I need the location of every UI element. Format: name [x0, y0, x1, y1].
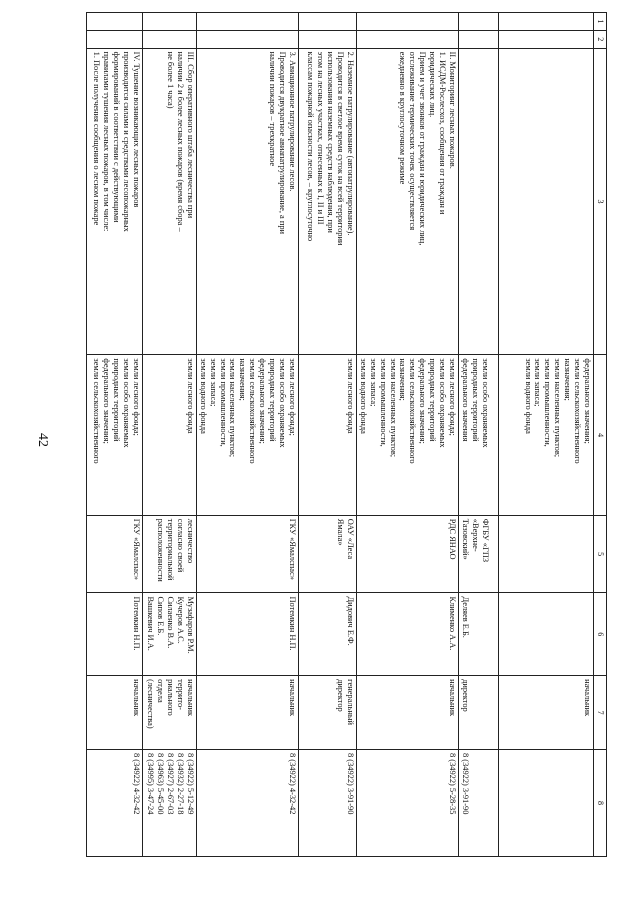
empty-cell [499, 30, 594, 48]
cell-line: земли населенных пунктов; [388, 358, 398, 458]
cell-line: террито- [175, 679, 185, 710]
cell-line: 8 (34922) 3-91-90 [460, 753, 470, 815]
table-row [499, 13, 594, 857]
column-header: 2 [594, 30, 607, 48]
cell-line: федерального значения; [258, 358, 268, 444]
cell-line: отдела [156, 679, 166, 703]
table-cell-col8 [196, 750, 298, 857]
cell-line: Музафаров Р.М. [185, 596, 195, 654]
page-number: 42 [35, 433, 50, 447]
cell-line: 8 (34932) 2-27-18 [175, 753, 185, 815]
table-cell-col5 [459, 515, 499, 593]
cell-line: ежедневно в круглосуточном режиме [398, 51, 408, 185]
empty-cell [196, 13, 298, 31]
cell-line: земли лесного фонда; [131, 358, 141, 436]
column-header: 1 [594, 13, 607, 31]
cell-line: II. Мониторинг лесных пожаров. [448, 51, 457, 169]
cell-line: 1. После получения сообщения о лесном пожаре [92, 51, 102, 226]
cell-line: начальник [131, 679, 141, 717]
cell-line: Потемкин Н.П. [287, 596, 297, 651]
cell-line: федерального значения; [418, 358, 428, 444]
table-cell-col5 [499, 515, 594, 593]
table-cell-col4 [298, 355, 356, 515]
cell-line: 8 (34922) 5-12-49 [185, 753, 195, 815]
cell-line: Проводится двукратное авиапатрулирование, а при [278, 51, 288, 235]
cell-line: расположенности [156, 518, 166, 582]
cell-line: Клименко А.А. [448, 596, 457, 651]
cell-line: земли сельскохозяйственного [408, 358, 418, 464]
cell-line: классам пожарной опасности лесов, – круглосуточно [306, 51, 316, 242]
cell-line: земли лесного фонда [185, 358, 195, 434]
table-cell-col5 [86, 515, 142, 593]
cell-line: земли запаса; [368, 358, 378, 407]
cell-line: федерального значения; [583, 358, 592, 444]
cell-line: не более 1 часа) [166, 51, 176, 109]
cell-line: 8 (34995) 3-47-24 [146, 753, 156, 815]
empty-cell [86, 13, 142, 31]
cell-line: земли водного фонда [523, 358, 533, 434]
table-cell-col8 [356, 750, 458, 857]
cell-line: федерального значения; [102, 358, 112, 444]
table-row [86, 13, 142, 857]
table-cell-col7 [196, 676, 298, 750]
table-row [196, 13, 298, 857]
cell-line: 8 (34922) 3-91-90 [345, 753, 355, 815]
cell-line: Деляев Е.Б. [460, 596, 470, 638]
table-cell-col6 [499, 593, 594, 676]
table-cell-col5 [298, 515, 356, 593]
table-cell-col4 [356, 355, 458, 515]
cell-line: земли особо охраняемых [121, 358, 131, 448]
cell-line: территориальной [166, 518, 176, 581]
cell-line: 8 (34927) 2-67-03 [166, 753, 176, 815]
cell-line: использования наземных средств наблюдения, при [326, 51, 336, 233]
cell-line: 1. ИСДМ-Рослесхоз, сообщения от граждан и [438, 51, 448, 215]
cell-line: правилами тушения лесных пожаров, в том числе: [102, 51, 112, 232]
cell-line: начальник [583, 679, 592, 717]
cell-line: (лесничества) [146, 679, 156, 729]
table-cell-col4 [142, 355, 196, 515]
column-header: 8 [594, 750, 607, 857]
table-cell-col6 [196, 593, 298, 676]
table-header-row [594, 13, 607, 857]
table-row [298, 13, 356, 857]
table-cell-col7 [86, 676, 142, 750]
cell-line: начальник [448, 679, 457, 717]
cell-line: земли сельскохозяйственного [573, 358, 583, 464]
empty-cell [298, 30, 356, 48]
cell-line: согласно своей [175, 518, 185, 573]
empty-cell [142, 13, 196, 31]
empty-cell [298, 13, 356, 31]
empty-cell [459, 30, 499, 48]
cell-line: IV. Тушение возникающих лесных пожаров [131, 51, 141, 208]
cell-line: 8 (34963) 5-45-00 [156, 753, 166, 815]
cell-line: директор [460, 679, 470, 712]
cell-line: земли запаса; [208, 358, 218, 407]
empty-cell [499, 13, 594, 31]
table-cell-col3 [196, 48, 298, 355]
cell-line: земли населенных пунктов; [228, 358, 238, 458]
table-cell-col3 [356, 48, 458, 355]
column-header: 6 [594, 593, 607, 676]
table-cell-col3 [459, 48, 499, 355]
table-cell-col8 [86, 750, 142, 857]
cell-line: лесничество [185, 518, 195, 564]
cell-line: Прием и учет звонков от граждан и юридических лиц, [418, 51, 428, 246]
empty-cell [356, 30, 458, 48]
table-cell-col3 [86, 48, 142, 355]
column-header: 4 [594, 355, 607, 515]
cell-line: земли особо охраняемых [480, 358, 490, 448]
table-cell-col7 [459, 676, 499, 750]
table-cell-col5 [196, 515, 298, 593]
cell-line: земли населенных пунктов; [553, 358, 563, 458]
cell-line: юридических лиц. [428, 51, 438, 118]
table-cell-col3 [298, 48, 356, 355]
table-cell-col7 [356, 676, 458, 750]
table-row [356, 13, 458, 857]
cell-line: назначения; [563, 358, 573, 401]
table-cell-col7 [142, 676, 196, 750]
table-row [459, 13, 499, 857]
empty-cell [356, 13, 458, 31]
table-cell-col8 [142, 750, 196, 857]
cell-line: Тазовский» [460, 518, 470, 560]
cell-line: Вашкевич И.А. [146, 596, 156, 651]
cell-line: отслеживание термических точек осуществляется [408, 51, 418, 231]
cell-line: природных территорий [470, 358, 480, 442]
empty-cell [196, 30, 298, 48]
table-cell-col5 [356, 515, 458, 593]
cell-line: 8 (34922) 4-32-42 [287, 753, 297, 815]
cell-line: ОАУ «Леса [345, 518, 355, 560]
cell-line: ФГБУ «ГПЗ [480, 518, 490, 563]
cell-line: «Верхне- [470, 518, 480, 552]
cell-line: земли водного фонда [358, 358, 368, 434]
table-cell-col8 [298, 750, 356, 857]
cell-line: формирований в соответствии с действующими [112, 51, 122, 223]
cell-line: земли лесного фонда; [287, 358, 297, 436]
cell-line: земли сельскохозяйственного [92, 358, 102, 464]
cell-line: начальник [185, 679, 195, 717]
cell-line: природных территорий [268, 358, 278, 442]
column-header: 5 [594, 515, 607, 593]
cell-line: земли запаса; [533, 358, 543, 407]
table-cell-col6 [356, 593, 458, 676]
table-cell-col3 [499, 48, 594, 355]
cell-line: земли промышленности, [218, 358, 228, 447]
cell-line: Проводится в светлое время суток на всей территории [336, 51, 346, 246]
table-cell-col6 [86, 593, 142, 676]
cell-line: 8 (34922) 5-28-35 [448, 753, 457, 815]
table-cell-col7 [499, 676, 594, 750]
table-cell-col3 [142, 48, 196, 355]
cell-line: земли промышленности, [543, 358, 553, 447]
table-cell-col7 [298, 676, 356, 750]
table-row [142, 13, 196, 857]
table-cell-col4 [459, 355, 499, 515]
cell-line: Силаенко В.А. [166, 596, 176, 649]
cell-line: назначения; [398, 358, 408, 401]
cell-line: Ямала» [336, 518, 346, 546]
table-cell-col8 [499, 750, 594, 857]
empty-cell [459, 13, 499, 31]
cell-line: земли водного фонда [198, 358, 208, 434]
table-cell-col8 [459, 750, 499, 857]
cell-line: природных территорий [112, 358, 122, 442]
cell-line: начальник [287, 679, 297, 717]
column-header: 7 [594, 676, 607, 750]
cell-line: земли особо охраняемых [278, 358, 288, 448]
column-header: 3 [594, 48, 607, 355]
cell-line: Дидович Е.Ф. [345, 596, 355, 646]
cell-line: производится силами и средствами лесопожарных [121, 51, 131, 232]
cell-line: земли сельскохозяйственного [248, 358, 258, 464]
cell-line: наличии пожаров – трехкратное [268, 51, 278, 167]
rotated-table-sheet [87, 12, 607, 857]
cell-line: 8 (34922) 4-32-42 [131, 753, 141, 815]
cell-line: 3. Авиационное патрулирование лесов. [287, 51, 297, 192]
cell-line: федерального значения [460, 358, 470, 442]
cell-line: этом на лесных участках, отнесенных к I, II и III [316, 51, 326, 225]
cell-line: Кучеров А.С. [175, 596, 185, 644]
cell-line: III. Сбор оперативного штаба лесничества при [185, 51, 195, 219]
cell-line: ГКУ «Ямалспас» [287, 518, 297, 580]
table-cell-col4 [196, 355, 298, 515]
empty-cell [142, 30, 196, 48]
cell-line: земли промышленности, [378, 358, 388, 447]
cell-line: земли особо охраняемых [438, 358, 448, 448]
table-cell-col6 [298, 593, 356, 676]
cell-line: земли лесного фонда; [448, 358, 457, 436]
cell-line: директор [336, 679, 346, 712]
cell-line: наличии 2 и более лесных пожаров (время сбора – [175, 51, 185, 232]
table-cell-col6 [459, 593, 499, 676]
cell-line: РДС ЯНАО [448, 518, 457, 560]
cell-line: природных территорий [428, 358, 438, 442]
cell-line: назначения; [238, 358, 248, 401]
forest-fire-table [86, 12, 607, 857]
table-cell-col4 [86, 355, 142, 515]
cell-line: 2. Наземное патрулирование (автопатрулирование). [345, 51, 355, 236]
cell-line: Сипов Е.Б. [156, 596, 166, 636]
table-cell-col4 [499, 355, 594, 515]
cell-line: генеральный [345, 679, 355, 725]
empty-cell [86, 30, 142, 48]
cell-line: ГКУ «Ямалспас» [131, 518, 141, 580]
cell-line: Потемкин Н.П. [131, 596, 141, 651]
cell-line: риального [166, 679, 176, 716]
cell-line: земли лесного фонда [345, 358, 355, 434]
table-cell-col6 [142, 593, 196, 676]
table-cell-col5 [142, 515, 196, 593]
